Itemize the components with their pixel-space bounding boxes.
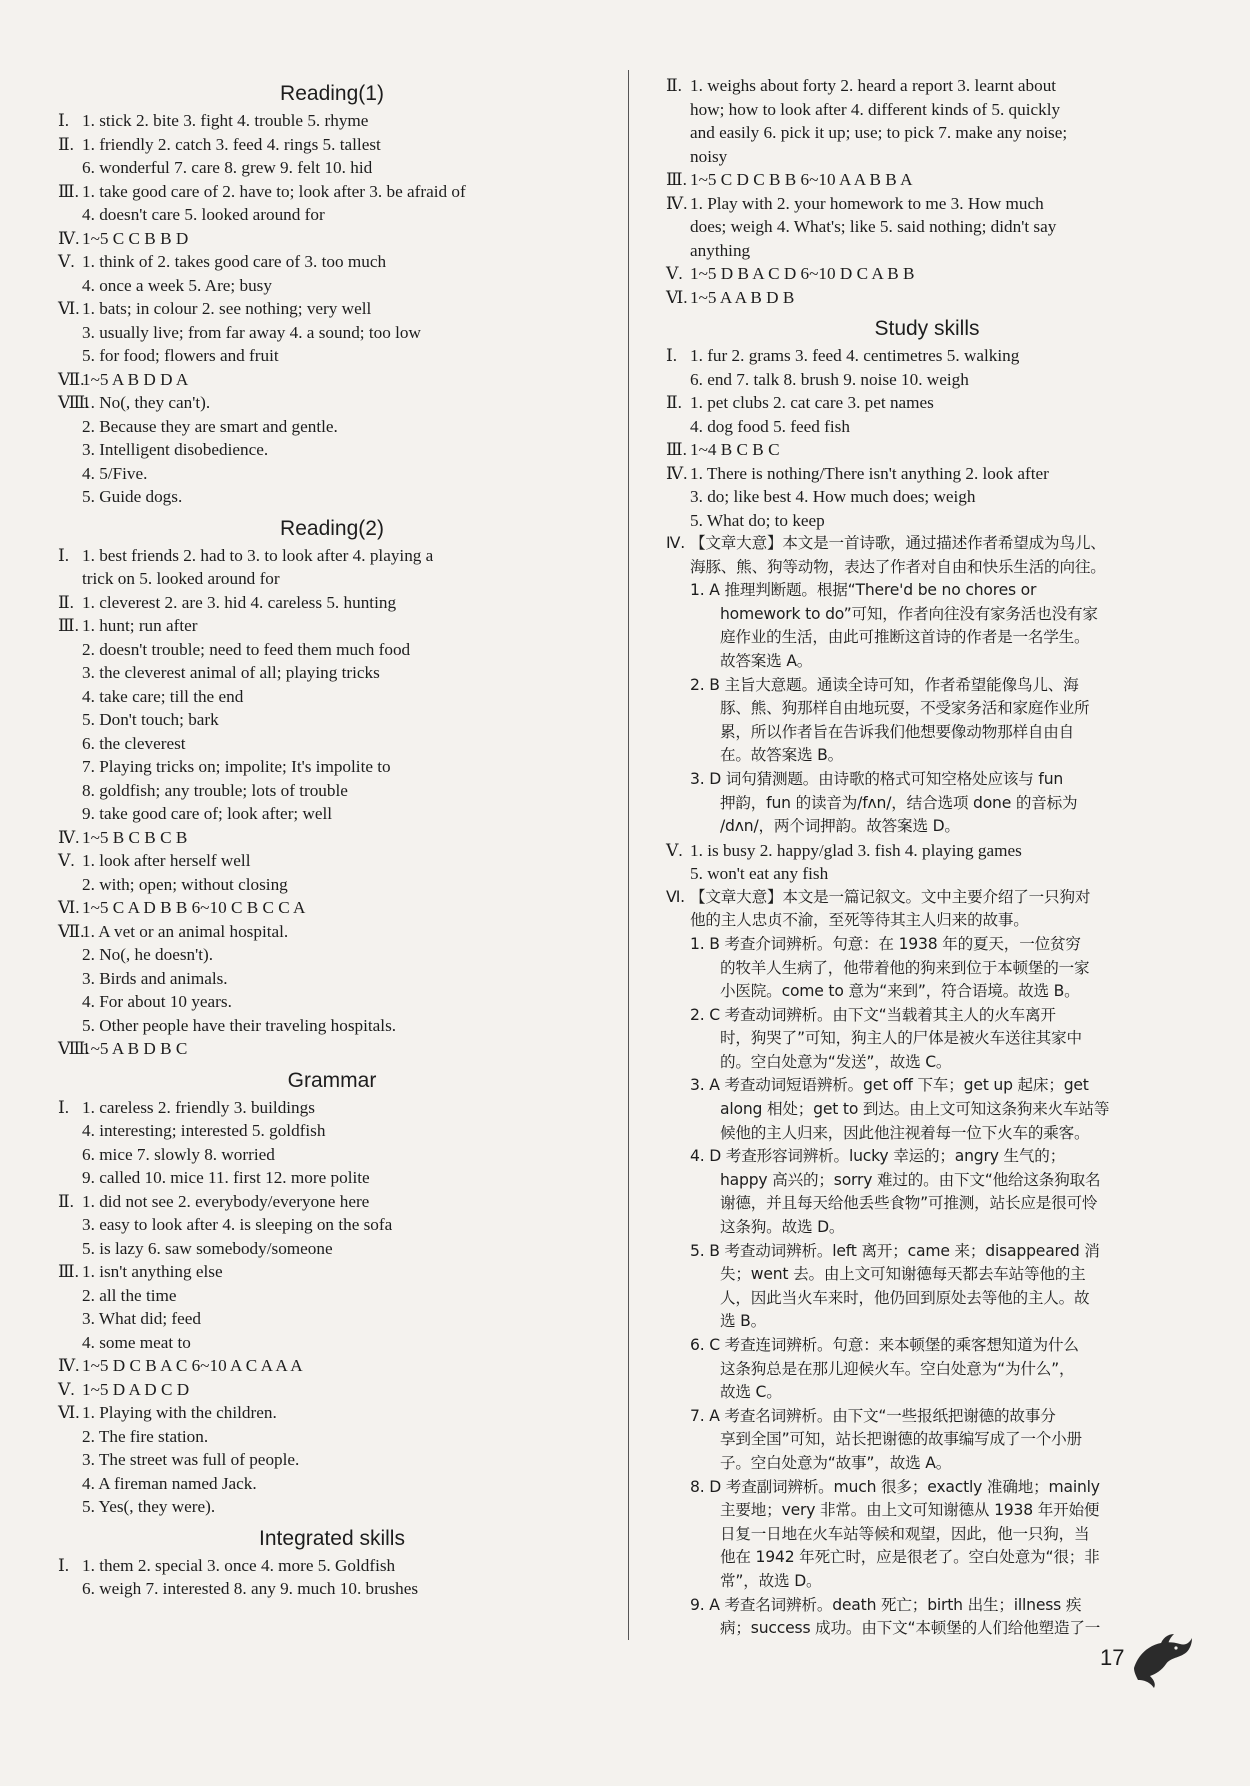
section-heading: Reading(2) <box>280 516 384 540</box>
line-text: 【文章大意】本文是一首诗歌，通过描述作者希望成为鸟儿、 <box>690 534 1106 552</box>
line-text: 3. usually live; from far away 4. a sound; too low <box>82 322 421 342</box>
section-heading: Grammar <box>287 1068 377 1092</box>
answer-line <box>58 1472 606 1496</box>
roman-numeral: Ⅳ. <box>666 463 688 483</box>
line-text: 6. weigh 7. interested 8. any 9. much 10. brushes <box>82 1579 419 1598</box>
line-text: 1~5 D A D C D <box>82 1379 190 1399</box>
line-text: trick on 5. looked around for <box>82 569 280 588</box>
explanation-line <box>666 1169 1188 1193</box>
answer-line <box>58 1237 606 1261</box>
line-text: 2. The fire station. <box>82 1426 209 1446</box>
line-text: and easily 6. pick it up; use; to pick 7. make any noise; <box>690 123 1068 142</box>
answer-line <box>58 1119 606 1143</box>
explanation-line <box>666 1594 1188 1618</box>
line-text: 3. A 考查动词短语辨析。get off 下车；get up 起床；get <box>690 1076 1089 1095</box>
answer-line <box>58 344 606 368</box>
section-heading: Study skills <box>874 317 980 340</box>
line-text: 庭作业的生活，由此可推断这首诗的作者是一名学生。 <box>720 628 1090 647</box>
line-text: 3. Intelligent disobedience. <box>82 440 269 459</box>
answer-line <box>58 1554 606 1578</box>
line-text: 1. Play with 2. your homework to me 3. How much <box>690 193 1044 213</box>
line-text: 5. Guide dogs. <box>82 487 183 506</box>
line-text: 海豚、熊、狗等动物，表达了作者对自由和快乐生活的向往。 <box>690 557 1106 576</box>
answer-line <box>666 262 1188 286</box>
line-text: 这条狗。故选 D。 <box>720 1218 845 1237</box>
answer-line <box>58 391 606 415</box>
line-text: 1. best friends 2. had to 3. to look after 4. playing a <box>82 545 434 565</box>
line-text: 4. A fireman named Jack. <box>82 1473 257 1493</box>
answer-line <box>58 368 606 392</box>
answer-line <box>58 227 606 251</box>
line-text: 1~5 A A B D B <box>690 287 795 307</box>
line-text: 人，因此当火车来时，他仍回到原处去等他的主人。故 <box>720 1288 1090 1307</box>
line-text: 1. There is nothing/There isn't anything 2. look after <box>690 463 1049 483</box>
answer-line <box>58 1354 606 1378</box>
roman-numeral: Ⅷ. <box>58 393 90 412</box>
answer-line <box>58 1014 606 1038</box>
roman-numeral: Ⅴ. <box>666 840 683 860</box>
line-text: 1. No(, they can't). <box>82 393 211 412</box>
line-text: 3. the cleverest animal of all; playing tricks <box>82 663 380 682</box>
answer-line <box>666 98 1188 122</box>
line-text: 1. A vet or an animal hospital. <box>82 921 289 941</box>
line-text: 1. look after herself well <box>82 851 251 870</box>
explanation-line <box>666 1004 1188 1028</box>
line-text: 主要地；very 非常。由上文可知谢德从 1938 年开始便 <box>720 1501 1100 1520</box>
right-column <box>666 74 1188 1641</box>
answer-line <box>58 109 606 133</box>
line-text: 4. interesting; interested 5. goldfish <box>82 1121 326 1140</box>
line-text: 时，狗哭了”可知，狗主人的尸体是被火车送往其家中 <box>720 1029 1082 1048</box>
line-text: 1. did not see 2. everybody/everyone here <box>82 1191 370 1211</box>
explanation-line <box>666 1452 1188 1476</box>
line-text: happy 高兴的；sorry 难过的。由下文“他给这条狗取名 <box>720 1170 1101 1189</box>
explanation-line <box>666 579 1188 603</box>
explanation-line <box>666 1428 1188 1452</box>
answer-line <box>666 391 1188 415</box>
line-text: 在。故答案选 B。 <box>720 746 844 765</box>
line-text: 5. B 考查动词辨析。left 离开；came 来；disappeared 消 <box>690 1241 1100 1260</box>
answer-line <box>58 438 606 462</box>
line-text: 1. them 2. special 3. once 4. more 5. Goldfish <box>82 1555 396 1575</box>
answer-line <box>666 862 1188 886</box>
answer-line <box>666 192 1188 216</box>
answer-line <box>58 1401 606 1425</box>
line-text: 1~5 D C B A C 6~10 A C A A A <box>82 1356 303 1375</box>
answer-line <box>666 286 1188 310</box>
explanation-line <box>666 1476 1188 1500</box>
line-text: 选 B。 <box>720 1312 767 1331</box>
explanation-line <box>666 1216 1188 1240</box>
line-text: 的。空白处意为“发送”，故选 C。 <box>720 1052 952 1071</box>
explanation-line <box>666 1098 1188 1122</box>
line-text: 押韵，fun 的读音为/fʌn/，结合选项 done 的音标为 <box>720 793 1078 812</box>
answer-line <box>58 567 606 591</box>
explanation-line <box>666 650 1188 674</box>
explanation-line <box>666 1570 1188 1594</box>
explanation-line <box>666 1240 1188 1264</box>
dolphin-logo-icon <box>1126 1628 1196 1690</box>
line-text: 4. dog food 5. feed fish <box>690 416 850 436</box>
explanation-line <box>666 815 1188 839</box>
explanation-line <box>666 1358 1188 1382</box>
answer-line <box>58 591 606 615</box>
line-text: 7. Playing tricks on; impolite; It's impolite to <box>82 757 391 776</box>
line-text: 6. wonderful 7. care 8. grew 9. felt 10. hid <box>82 158 373 177</box>
line-text: 5. Other people have their traveling hospitals. <box>82 1015 397 1035</box>
answer-line <box>58 943 606 967</box>
answer-line <box>666 74 1188 98</box>
line-text: 2. Because they are smart and gentle. <box>82 416 338 436</box>
answer-line <box>666 168 1188 192</box>
line-text: 8. D 考查副词辨析。much 很多；exactly 准确地；mainly <box>690 1477 1100 1496</box>
explanation-line <box>666 1523 1188 1547</box>
answer-line <box>666 485 1188 509</box>
answer-line <box>58 250 606 274</box>
answer-line <box>58 614 606 638</box>
explanation-line <box>666 1617 1188 1641</box>
line-text: 子。空白处意为“故事”，故选 A。 <box>720 1453 952 1472</box>
explanation-line <box>666 1145 1188 1169</box>
line-text: how; how to look after 4. different kinds of 5. quickly <box>690 99 1061 119</box>
roman-numeral: Ⅶ. <box>58 369 85 389</box>
line-text: 1. weighs about forty 2. heard a report 3. learnt about <box>690 76 1057 95</box>
line-text: homework to do”可知，作者向往没有家务活也没有家 <box>720 604 1098 623</box>
explanation-line <box>666 1499 1188 1523</box>
answer-line <box>58 802 606 826</box>
answer-line <box>666 462 1188 486</box>
column-divider <box>628 70 629 1640</box>
line-text: 日复一日地在火车站等候和观望，因此，他一只狗，当 <box>720 1524 1090 1543</box>
section-heading: Integrated skills <box>259 1526 405 1550</box>
roman-numeral: Ⅵ. <box>666 887 685 906</box>
line-text: 故答案选 A。 <box>720 651 813 670</box>
explanation-line <box>666 1074 1188 1098</box>
line-text: 5. for food; flowers and fruit <box>82 346 279 365</box>
roman-numeral: Ⅰ. <box>58 111 70 130</box>
answer-line <box>58 708 606 732</box>
line-text: 1. take good care of 2. have to; look after 3. be afraid of <box>82 181 466 201</box>
line-text: 2. with; open; without closing <box>82 874 288 894</box>
explanation-line <box>666 1192 1188 1216</box>
roman-numeral: Ⅱ. <box>666 393 682 412</box>
line-text: 3. Birds and animals. <box>82 968 228 988</box>
line-text: 1~5 B C B C B <box>82 827 188 847</box>
line-text: 小医院。come to 意为“来到”，符合语境。故选 B。 <box>720 982 1080 1001</box>
line-text: 6. the cleverest <box>82 733 186 753</box>
line-text: 2. doesn't trouble; need to feed them much food <box>82 639 411 659</box>
line-text: 5. Don't touch; bark <box>82 710 219 729</box>
line-text: 1~5 A B D B C <box>82 1039 188 1058</box>
roman-numeral: Ⅲ. <box>666 170 687 189</box>
explanation-line <box>666 1263 1188 1287</box>
answer-line <box>58 1448 606 1472</box>
explanation-line <box>666 532 1188 556</box>
roman-numeral: Ⅳ. <box>58 228 80 248</box>
line-text: 1. Playing with the children. <box>82 1403 277 1422</box>
explanation-line <box>666 1334 1188 1358</box>
line-text: 1~5 C C B B D <box>82 228 189 248</box>
line-text: 1. is busy 2. happy/glad 3. fish 4. playing games <box>690 840 1022 860</box>
line-text: does; weigh 4. What's; like 5. said nothing; didn't say <box>690 217 1057 236</box>
answer-line <box>666 438 1188 462</box>
explanation-line <box>666 1051 1188 1075</box>
roman-numeral: Ⅰ. <box>58 545 70 565</box>
roman-numeral: Ⅰ. <box>58 1097 70 1117</box>
answer-line <box>666 121 1188 145</box>
line-text: 4. once a week 5. Are; busy <box>82 275 272 295</box>
roman-numeral: Ⅳ. <box>58 1356 80 1375</box>
explanation-line <box>666 1381 1188 1405</box>
answer-line <box>58 274 606 298</box>
answer-line <box>58 779 606 803</box>
line-text: 1. B 考查介词辨析。句意：在 1938 年的夏天，一位贫穷 <box>690 934 1081 953</box>
answer-line <box>58 849 606 873</box>
line-text: 5. What do; to keep <box>690 510 825 530</box>
line-text: 1. isn't anything else <box>82 1262 223 1281</box>
answer-line <box>58 1307 606 1331</box>
roman-numeral: Ⅰ. <box>58 1555 70 1575</box>
answer-line <box>58 1425 606 1449</box>
line-text: 的牧羊人生病了，他带着他的狗来到位于本顿堡的一家 <box>720 958 1090 977</box>
line-text: 谢德，并且每天给他丢些食物”可推测，站长应是很可怜 <box>720 1194 1098 1213</box>
answer-line <box>58 661 606 685</box>
line-text: 2. C 考查动词辨析。由下文“当载着其主人的火车离开 <box>690 1005 1056 1024</box>
roman-numeral: Ⅲ. <box>58 181 79 201</box>
line-text: 3. do; like best 4. How much does; weigh <box>690 487 976 506</box>
line-text: 4. D 考查形容词辨析。lucky 幸运的；angry 生气的； <box>690 1147 1066 1166</box>
line-text: 1. think of 2. takes good care of 3. too much <box>82 252 387 271</box>
line-text: 7. A 考查名词辨析。由下文“一些报纸把谢德的故事分 <box>690 1406 1056 1425</box>
section-heading: Reading(1) <box>280 82 384 105</box>
answer-line <box>58 485 606 509</box>
line-text: 5. won't eat any fish <box>690 864 829 884</box>
answer-line <box>58 297 606 321</box>
line-text: 9. take good care of; look after; well <box>82 804 333 823</box>
line-text: 1. hunt; run after <box>82 616 198 635</box>
line-text: 3. easy to look after 4. is sleeping on the sofa <box>82 1215 393 1234</box>
answer-line <box>666 215 1188 239</box>
line-text: 3. The street was full of people. <box>82 1450 300 1469</box>
answer-line <box>58 1331 606 1355</box>
line-text: 1~4 B C B C <box>690 440 780 459</box>
line-text: 1. pet clubs 2. cat care 3. pet names <box>690 393 934 412</box>
line-text: anything <box>690 240 751 260</box>
explanation-line <box>666 1310 1188 1334</box>
roman-numeral: Ⅱ. <box>58 134 74 154</box>
line-text: 8. goldfish; any trouble; lots of trouble <box>82 780 348 800</box>
answer-line <box>58 990 606 1014</box>
line-text: 5. is lazy 6. saw somebody/someone <box>82 1238 333 1258</box>
explanation-line <box>666 909 1188 933</box>
line-text: 1~5 C A D B B 6~10 C B C C A <box>82 898 306 917</box>
roman-numeral: Ⅵ. <box>58 898 80 917</box>
line-text: 累，所以作者旨在告诉我们他想要像动物那样自由自 <box>720 722 1075 741</box>
answer-line <box>58 203 606 227</box>
explanation-line <box>666 933 1188 957</box>
explanation-line <box>666 1122 1188 1146</box>
line-text: 1~5 D B A C D 6~10 D C A B B <box>690 264 915 283</box>
line-text: 3. D 词句猜测题。由诗歌的格式可知空格处应该与 fun <box>690 769 1064 788</box>
answer-line <box>58 755 606 779</box>
answer-line <box>58 321 606 345</box>
line-text: 9. called 10. mice 11. first 12. more polite <box>82 1168 370 1187</box>
line-text: 1. stick 2. bite 3. fight 4. trouble 5. rhyme <box>82 111 369 130</box>
answer-line <box>58 732 606 756</box>
answer-line <box>666 415 1188 439</box>
line-text: 6. mice 7. slowly 8. worried <box>82 1144 275 1164</box>
answer-line <box>58 638 606 662</box>
answer-line <box>666 839 1188 863</box>
explanation-line <box>666 603 1188 627</box>
line-text: 1. careless 2. friendly 3. buildings <box>82 1097 315 1117</box>
roman-numeral: Ⅲ. <box>58 1262 79 1281</box>
explanation-line <box>666 721 1188 745</box>
answer-line <box>58 133 606 157</box>
line-text: 这条狗总是在那儿迎候火车。空白处意为“为什么”， <box>720 1359 1075 1378</box>
answer-line <box>58 462 606 486</box>
line-text: 常”，故选 D。 <box>720 1571 822 1590</box>
answer-line <box>58 685 606 709</box>
roman-numeral: Ⅴ. <box>666 264 683 283</box>
line-text: 2. B 主旨大意题。通读全诗可知，作者希望能像鸟儿、海 <box>690 675 1079 694</box>
line-text: 2. No(, he doesn't). <box>82 945 214 964</box>
line-text: 他的主人忠贞不渝，至死等待其主人归来的故事。 <box>690 911 1029 930</box>
line-text: 候他的主人归来，因此他注视着每一位下火车的乘客。 <box>720 1123 1090 1142</box>
line-text: 他在 1942 年死亡时，应是很老了。空白处意为“很；非 <box>720 1548 1100 1567</box>
roman-numeral: Ⅲ. <box>58 616 79 635</box>
line-text: 4. take care; till the end <box>82 686 244 706</box>
roman-numeral: Ⅵ. <box>58 1403 80 1422</box>
line-text: 1. fur 2. grams 3. feed 4. centimetres 5. walking <box>690 346 1020 365</box>
explanation-line <box>666 674 1188 698</box>
explanation-line <box>666 1287 1188 1311</box>
answer-line <box>58 1190 606 1214</box>
explanation-line <box>666 744 1188 768</box>
answer-line <box>58 1284 606 1308</box>
explanation-line <box>666 626 1188 650</box>
answer-line <box>58 415 606 439</box>
answer-line <box>666 344 1188 368</box>
answer-line <box>666 509 1188 533</box>
answer-line <box>58 1378 606 1402</box>
line-text: 豚、熊、狗那样自由地玩耍，不受家务活和家庭作业所 <box>720 699 1090 718</box>
answer-line <box>666 368 1188 392</box>
answer-line <box>666 145 1188 169</box>
roman-numeral: Ⅳ. <box>666 534 685 552</box>
roman-numeral: Ⅰ. <box>666 346 678 365</box>
line-text: 1~5 A B D D A <box>82 369 189 389</box>
answer-line <box>58 1143 606 1167</box>
answer-line <box>58 544 606 568</box>
roman-numeral: Ⅱ. <box>58 592 74 612</box>
roman-numeral: Ⅲ. <box>666 440 687 459</box>
explanation-line <box>666 792 1188 816</box>
explanation-line <box>666 957 1188 981</box>
roman-numeral: Ⅴ. <box>58 1379 75 1399</box>
explanation-line <box>666 980 1188 1004</box>
roman-numeral: Ⅴ. <box>58 252 75 271</box>
answer-line <box>58 1166 606 1190</box>
roman-numeral: Ⅱ. <box>58 1191 74 1211</box>
line-text: 4. doesn't care 5. looked around for <box>82 205 325 224</box>
explanation-line <box>666 1405 1188 1429</box>
roman-numeral: Ⅵ. <box>58 299 80 318</box>
line-text: 1. bats; in colour 2. see nothing; very well <box>82 299 372 318</box>
line-text: 故选 C。 <box>720 1383 782 1402</box>
roman-numeral: Ⅷ. <box>58 1039 90 1058</box>
line-text: noisy <box>690 146 728 166</box>
line-text: 1. A 推理判断题。根据“There'd be no chores or <box>690 581 1037 600</box>
line-text: 病；success 成功。由下文“本顿堡的人们给他塑造了一 <box>720 1619 1101 1638</box>
line-text: 6. C 考查连词辨析。句意：来本顿堡的乘客想知道为什么 <box>690 1336 1079 1354</box>
explanation-line <box>666 1027 1188 1051</box>
line-text: 1. cleverest 2. are 3. hid 4. careless 5. hunting <box>82 592 397 612</box>
answer-line <box>58 1213 606 1237</box>
explanation-line <box>666 697 1188 721</box>
line-text: /dʌn/，两个词押韵。故答案选 D。 <box>720 817 960 836</box>
answer-line <box>666 239 1188 263</box>
answer-line <box>58 920 606 944</box>
line-text: 失；went 去。由上文可知谢德每天都去车站等他的主 <box>720 1265 1086 1284</box>
line-text: 5. Yes(, they were). <box>82 1497 216 1516</box>
line-text: along 相处；get to 到达。由上文可知这条狗来火车站等 <box>720 1100 1110 1119</box>
line-text: 4. 5/Five. <box>82 463 148 483</box>
answer-line <box>58 180 606 204</box>
line-text: 4. For about 10 years. <box>82 992 232 1011</box>
roman-numeral: Ⅳ. <box>666 193 688 213</box>
answer-line <box>58 1495 606 1519</box>
explanation-line <box>666 886 1188 910</box>
explanation-line <box>666 768 1188 792</box>
line-text: 6. end 7. talk 8. brush 9. noise 10. weigh <box>690 369 969 389</box>
line-text: 1~5 C D C B B 6~10 A A B B A <box>690 170 913 189</box>
answer-line <box>58 1037 606 1061</box>
answer-line <box>58 1260 606 1284</box>
page-number: 17 <box>1100 1645 1125 1670</box>
explanation-line <box>666 1546 1188 1570</box>
line-text: 3. What did; feed <box>82 1309 202 1328</box>
line-text: 【文章大意】本文是一篇记叙文。文中主要介绍了一只狗对 <box>690 887 1091 906</box>
line-text: 9. A 考查名词辨析。death 死亡；birth 出生；illness 疾 <box>690 1595 1082 1614</box>
answer-line <box>58 1577 606 1601</box>
answer-line <box>58 896 606 920</box>
answer-line <box>58 873 606 897</box>
left-column <box>58 74 606 1601</box>
roman-numeral: Ⅶ. <box>58 921 85 941</box>
line-text: 享到全国”可知，站长把谢德的故事编写成了一个小册 <box>720 1430 1082 1449</box>
roman-numeral: Ⅵ. <box>666 287 688 307</box>
line-text: 2. all the time <box>82 1285 177 1305</box>
answer-line <box>58 1096 606 1120</box>
answer-line <box>58 826 606 850</box>
line-text: 4. some meat to <box>82 1332 191 1352</box>
answer-line <box>58 967 606 991</box>
explanation-line <box>666 556 1188 580</box>
roman-numeral: Ⅱ. <box>666 76 682 95</box>
line-text: 1. friendly 2. catch 3. feed 4. rings 5. tallest <box>82 134 381 154</box>
answer-line <box>58 156 606 180</box>
roman-numeral: Ⅴ. <box>58 851 75 870</box>
roman-numeral: Ⅳ. <box>58 827 80 847</box>
